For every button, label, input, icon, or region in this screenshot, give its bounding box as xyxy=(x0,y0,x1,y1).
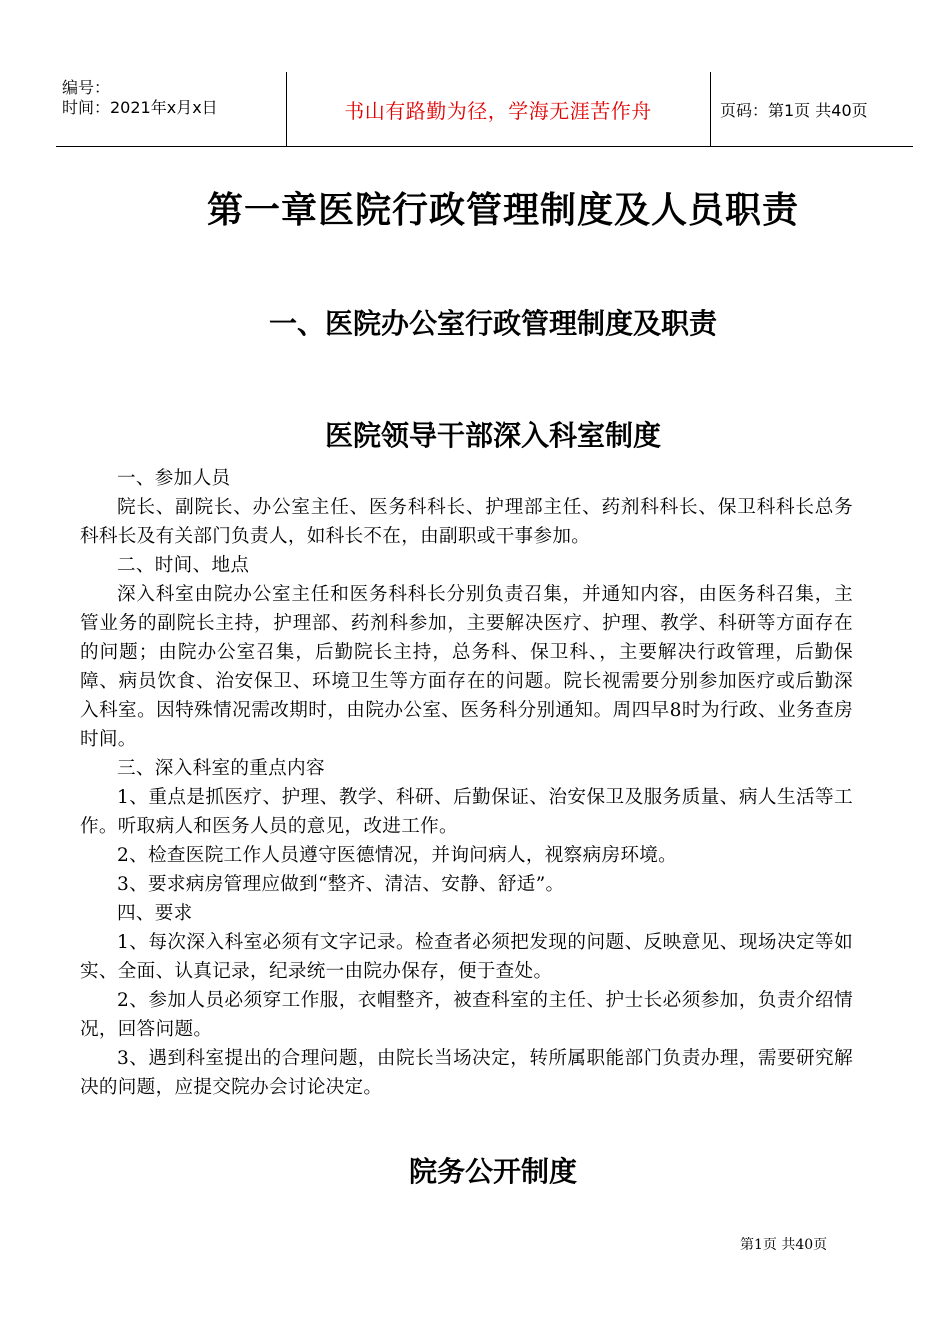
header-divider-right xyxy=(710,72,711,146)
paragraph: 2、检查医院工作人员遵守医德情况，并询问病人，视察病房环境。 xyxy=(117,845,678,866)
next-section-title: 院务公开制度 xyxy=(408,1155,577,1188)
header-page-info: 页码：第1页 共40页 xyxy=(720,100,868,120)
paragraph: 3、要求病房管理应做到“整齐、清洁、安静、舒适”。 xyxy=(117,874,565,895)
section-title: 一、医院办公室行政管理制度及职责 xyxy=(268,307,717,340)
page-footer: 第1页 共40页 xyxy=(740,1237,828,1253)
paragraph: 1、每次深入科室必须有文字记录。检查者必须把发现的问题、反映意见、现场决定等如实、全面、认真记录，纪录统一由院办保存，便于查处。 xyxy=(80,932,853,982)
page-header xyxy=(56,72,913,147)
paragraph: 四、要求 xyxy=(117,903,193,924)
paragraph: 一、参加人员 xyxy=(117,468,231,489)
paragraph: 二、时间、地点 xyxy=(117,555,250,576)
document-number-label: 编号： xyxy=(62,78,111,97)
paragraph: 1、重点是抓医疗、护理、教学、科研、后勤保证、治安保卫及服务质量、病人生活等工作。听取病人和医务人员的意见，改进工作。 xyxy=(80,787,853,837)
paragraph: 三、深入科室的重点内容 xyxy=(117,758,325,779)
subsection-title: 医院领导干部深入科室制度 xyxy=(324,419,661,452)
chapter-title: 第一章医院行政管理制度及人员职责 xyxy=(206,190,799,231)
paragraph: 2、参加人员必须穿工作服，衣帽整齐，被查科室的主任、护士长必须参加，负责介绍情况，回答问题。 xyxy=(80,990,853,1040)
header-divider-left xyxy=(286,72,287,146)
paragraph: 3、遇到科室提出的合理问题，由院长当场决定，转所属职能部门负责办理，需要研究解决的问题，应提交院办会讨论决定。 xyxy=(80,1048,853,1098)
document-body xyxy=(80,464,853,1102)
paragraph: 深入科室由院办公室主任和医务科科长分别负责召集，并通知内容，由医务科召集，主管业务的副院长主持，护理部、药剂科参加，主要解决医疗、护理、教学、科研等方面存在的问题；由院办公室召集，后勤院长主持，总务科、保卫科、，主要解决行政管理，后勤保障、病员饮食、治安保卫、环境卫生等方面存在的问题。院长视需要分别参加医疗或后勤深入科室。因特殊情况需改期时，由院办公室、医务科分别通知。周四早8时为行政、业务查房时间。 xyxy=(80,584,853,750)
document-time-label: 时间：2021年x月x日 xyxy=(62,98,218,117)
header-motto: 书山有路勤为径，学海无涯苦作舟 xyxy=(344,98,652,123)
paragraph: 院长、副院长、办公室主任、医务科科长、护理部主任、药剂科科长、保卫科科长总务科科长及有关部门负责人，如科长不在，由副职或干事参加。 xyxy=(80,497,853,547)
header-meta xyxy=(56,72,286,146)
